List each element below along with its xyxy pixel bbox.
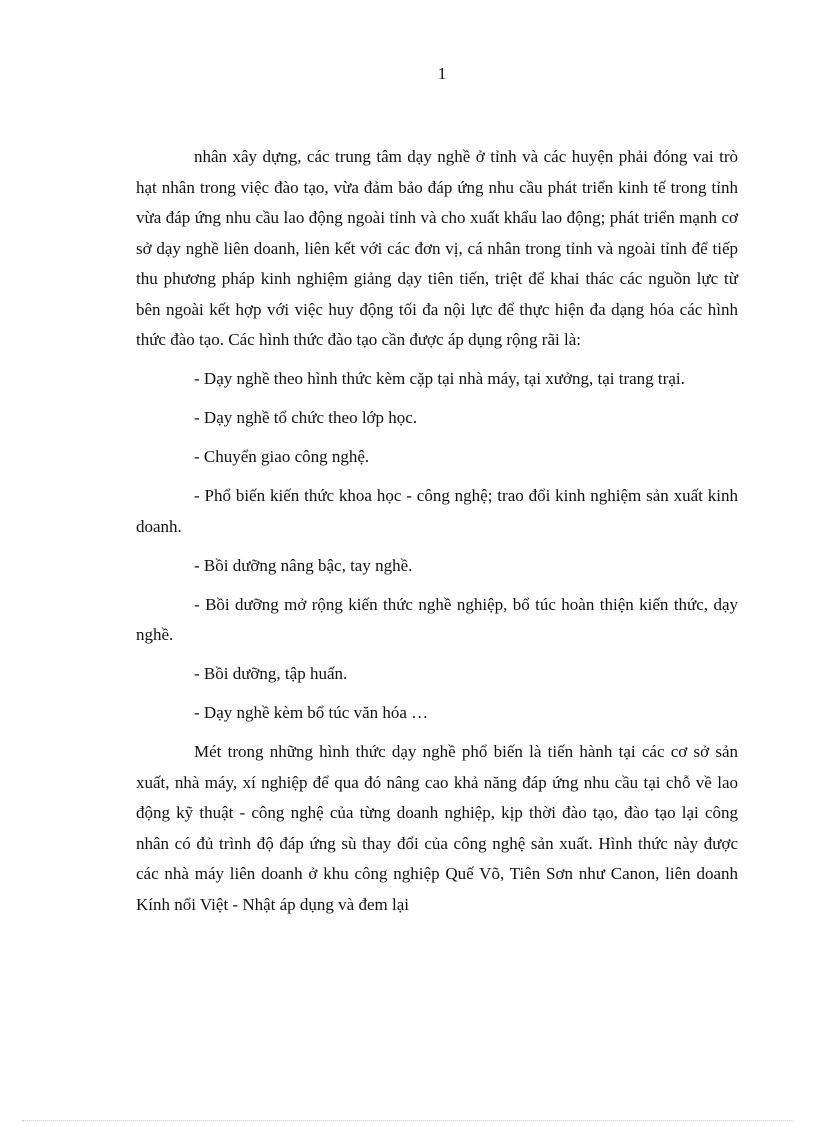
paragraph-intro: nhân xây dựng, các trung tâm dạy nghề ở tỉnh và các huyện phải đóng vai trò hạt nhân trong việc đào tạo, vừa đảm bảo đáp ứng nhu cầu phát triển kinh tế trong tỉnh vừa đáp ứng nhu cầu lao động ngoài tỉnh và cho xuất khẩu lao động; phát triển mạnh cơ sở dạy nghề liên doanh, liên kết với các đơn vị, cá nhân trong tỉnh và ngoài tỉnh để tiếp thu phương pháp kinh nghiệm giảng dạy tiên tiến, triệt để khai thác các nguồn lực từ bên ngoài kết hợp với việc huy động tối đa nội lực để thực hiện đa dạng hóa các hình thức đào tạo. Các hình thức đào tạo cần được áp dụng rộng rãi là: — [136, 147, 738, 349]
page-bottom-divider — [22, 1120, 794, 1121]
list-item-knowledge-dissemination: - Phổ biến kiến thức khoa học - công nghệ; trao đổi kinh nghiệm sản xuất kinh doanh. — [136, 486, 738, 536]
list-item-classroom: - Dạy nghề tổ chức theo lớp học. — [194, 408, 418, 427]
list-item-cultural-supplement: - Dạy nghề kèm bổ túc văn hóa … — [194, 703, 429, 722]
document-body — [136, 142, 738, 920]
paragraph-conclusion: Mét trong những hình thức dạy nghề phổ biến là tiến hành tại các cơ sở sản xuất, nhà máy, xí nghiệp để qua đó nâng cao khả năng đáp ứng nhu cầu tại chỗ về lao động kỹ thuật - công nghệ của từng doanh nghiệp, kịp thời đào tạo, đào tạo lại công nhân có đủ trình độ đáp ứng sù thay đổi của công nghệ sản xuất. Hình thức này được các nhà máy liên doanh ở khu công nghiệp Quế Võ, Tiên Sơn như Canon, liên doanh Kính nổi Việt - Nhật áp dụng và đem lại — [136, 742, 738, 914]
list-item-technology-transfer: - Chuyển giao công nghệ. — [194, 447, 370, 466]
list-item-training: - Bồi dưỡng, tập huấn. — [194, 664, 348, 683]
page-number: 1 — [437, 64, 447, 83]
list-item-skill-upgrade: - Bồi dưỡng nâng bậc, tay nghề. — [194, 555, 413, 575]
list-item-knowledge-expansion: - Bồi dưỡng mở rộng kiến thức nghề nghiệp, bổ túc hoàn thiện kiến thức, dạy nghề. — [136, 594, 738, 644]
list-item-apprenticeship: - Dạy nghề theo hình thức kèm cặp tại nhà máy, tại xưởng, tại trang trại. — [194, 369, 685, 388]
